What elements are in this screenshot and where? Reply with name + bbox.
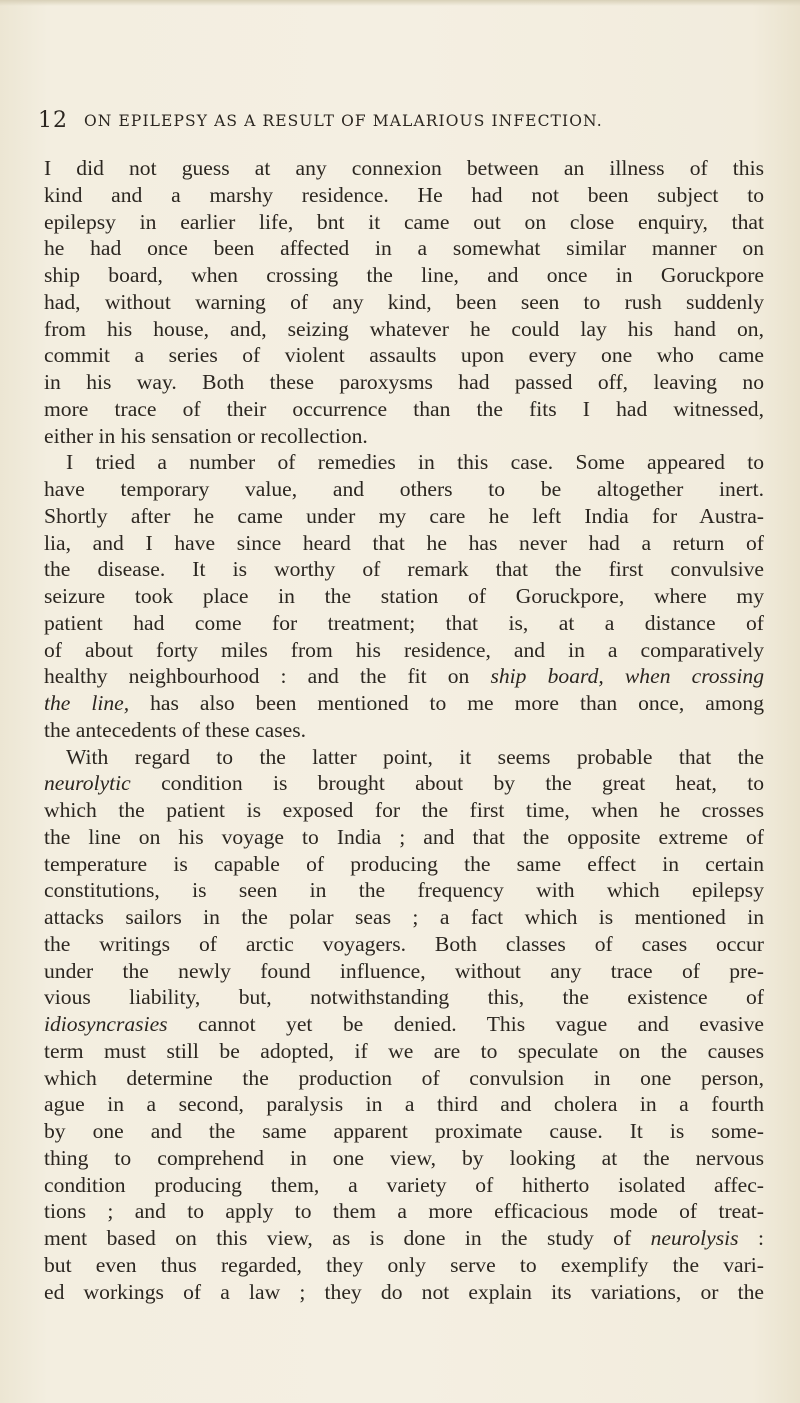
text-line: term must still be adopted, if we are to speculate on the causes xyxy=(44,1038,764,1063)
text-line: by one and the same apparent proximate cause. It is some- xyxy=(44,1119,764,1143)
text-line: in his way. Both these paroxysms had passed off, leaving no xyxy=(44,370,764,394)
text-line: seizure took place in the station of Goruckpore, where my xyxy=(44,584,764,608)
text-line: I tried a number of remedies in this case. Some appeared to xyxy=(66,450,764,475)
page-top-edge xyxy=(0,0,800,6)
text-line: he had once been affected in a somewhat similar manner on xyxy=(44,236,764,261)
text-line: had, without warning of any kind, been seen to rush suddenly xyxy=(44,289,764,314)
text-line: With regard to the latter point, it seems probable that the xyxy=(66,744,764,769)
text-line: condition producing them, a variety of hitherto isolated affec- xyxy=(44,1172,764,1197)
text-line-italic-the-line: the line, has also been mentioned to me more than once, among xyxy=(44,691,765,715)
text-line: more trace of their occurrence than the fits I had witnessed, xyxy=(44,396,764,421)
text-line: commit a series of violent assaults upon every one who came xyxy=(44,343,764,368)
text-line: of about forty miles from his residence, and in a comparatively xyxy=(44,637,764,662)
text-line: the antecedents of these cases. xyxy=(44,717,307,742)
text-line: vious liability, but, notwithstanding this, the existence of xyxy=(44,985,764,1010)
text-line: from his house, and, seizing whatever he could lay his hand on, xyxy=(44,316,764,341)
body-text xyxy=(44,155,764,1305)
text-line: tions ; and to apply to them a more efficacious mode of treat- xyxy=(44,1199,764,1224)
text-line: kind and a marshy residence. He had not been subject to xyxy=(44,182,764,207)
text-line: have temporary value, and others to be altogether inert. xyxy=(44,477,764,501)
text-line-italic-neurolytic: neurolytic condition is brought about by the great heat, to xyxy=(44,771,764,796)
text-line-italic-neurolysis: ment based on this view, as is done in the study of neurolysis : xyxy=(44,1226,764,1250)
text-line: ed workings of a law ; they do not explain its variations, or the xyxy=(44,1279,764,1304)
text-line: but even thus regarded, they only serve to exemplify the vari- xyxy=(44,1252,764,1277)
text-line: Shortly after he came under my care he left India for Austra- xyxy=(44,503,764,528)
text-line-italic-idiosyncrasies: idiosyncrasies cannot yet be denied. This vague and evasive xyxy=(44,1012,764,1036)
text-line: under the newly found influence, without any trace of pre- xyxy=(44,958,764,983)
text-line: I did not guess at any connexion between an illness of this xyxy=(44,156,764,180)
text-line: constitutions, is seen in the frequency with which epilepsy xyxy=(44,878,764,903)
text-line: the line on his voyage to India ; and that the opposite extreme of xyxy=(44,824,764,849)
text-line: either in his sensation or recollection. xyxy=(44,423,368,448)
text-line: temperature is capable of producing the same effect in certain xyxy=(44,851,764,876)
text-line: ague in a second, paralysis in a third and cholera in a fourth xyxy=(44,1092,764,1117)
text-line: epilepsy in earlier life, bnt it came out on close enquiry, that xyxy=(44,209,764,234)
text-line: patient had come for treatment; that is, at a distance of xyxy=(44,610,764,635)
text-line: the writings of arctic voyagers. Both classes of cases occur xyxy=(44,931,764,956)
text-line: thing to comprehend in one view, by looking at the nervous xyxy=(44,1145,764,1170)
text-line-italic-ship-board: healthy neighbourhood : and the fit on ship board, when crossing xyxy=(44,664,764,689)
page-header xyxy=(30,108,770,138)
text-line: the disease. It is worthy of remark that the first convulsive xyxy=(44,557,764,582)
text-line: which determine the production of convulsion in one person, xyxy=(44,1065,764,1090)
text-line: lia, and I have since heard that he has never had a return of xyxy=(44,530,764,555)
text-line: attacks sailors in the polar seas ; a fact which is mentioned in xyxy=(44,905,764,929)
text-line: ship board, when crossing the line, and once in Goruckpore xyxy=(44,263,764,287)
running-title: ON EPILEPSY AS A RESULT OF MALARIOUS INFECTION. xyxy=(84,112,603,130)
page-number: 12 xyxy=(38,108,68,133)
text-line: which the patient is exposed for the first time, when he crosses xyxy=(44,798,764,822)
